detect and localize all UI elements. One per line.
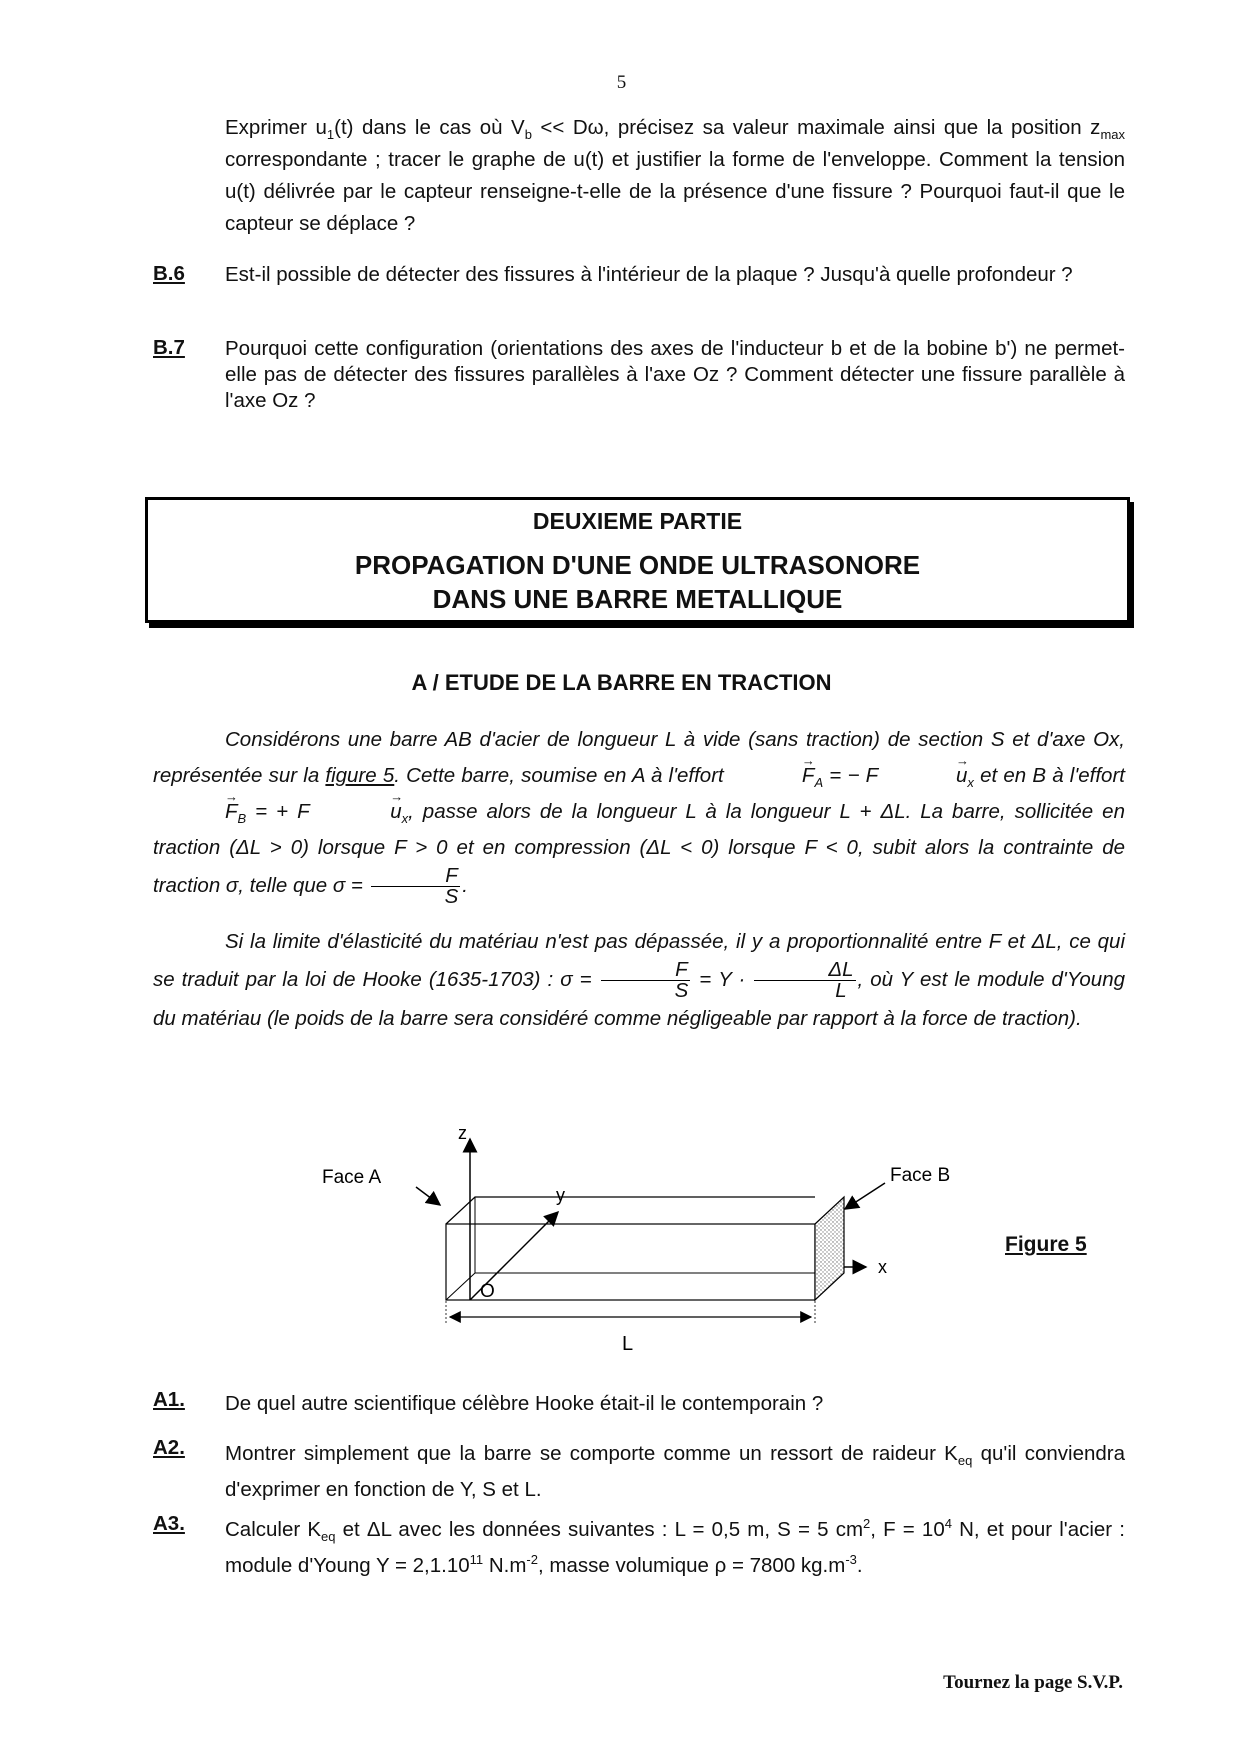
- face-b-surface: [815, 1197, 844, 1300]
- question-label-a2: A2.: [153, 1436, 185, 1459]
- question-label-a1: A1.: [153, 1388, 185, 1411]
- question-label-a3: A3.: [153, 1512, 185, 1535]
- x-axis-label: x: [878, 1257, 887, 1277]
- figure-label: Figure 5: [1005, 1233, 1087, 1256]
- figure-reference: figure 5: [325, 764, 395, 787]
- z-axis-label: z: [458, 1125, 467, 1143]
- question-a2: Montrer simplement que la barre se comporte comme un ressort de raideur $K_{eq}$ qu'il conviendra d'exprimer en fonction de Y, S et L.: [225, 1442, 1125, 1501]
- fraction-dl-over-l: $\frac{\Delta L}{L}$: [754, 960, 855, 1001]
- origin-label: O: [480, 1281, 495, 1302]
- face-b-label: Face B: [890, 1165, 951, 1186]
- question-a1: De quel autre scientifique célèbre Hooke était-il le contemporain ?: [225, 1392, 824, 1415]
- force-fb: → $F_B$ = + $F \to u_x$: [153, 800, 408, 823]
- footer-text: Tournez la page S.V.P.: [943, 1672, 1123, 1693]
- length-label: L: [622, 1333, 634, 1355]
- face-a-label: Face A: [322, 1167, 382, 1188]
- paragraph-2: Si la limite d'élasticité du matériau n'est pas dépassée, il y a proportionnalité entre F et ΔL, ce qui se traduit par la loi de Hooke (1635-1703) : σ = $\frac{F}{S}$ = Y · $\frac{\Delta L}{L}$ , où Y est le module d'Young du matériau (le poids de la barre sera considéré comme négligeable par rapport à la force de traction).: [153, 930, 1125, 1030]
- face-b-pointer: [845, 1183, 885, 1209]
- question-label-b6: B.6: [153, 262, 185, 285]
- force-fa: → $F_A$ = − $F \to u_x$: [730, 764, 974, 787]
- section-heading: A / ETUDE DE LA BARRE EN TRACTION: [411, 670, 832, 695]
- bar-front-face: [446, 1224, 815, 1300]
- fraction-f-over-s-2: $\frac{F}{S}$: [601, 960, 691, 1001]
- part-title: DEUXIEME PARTIE: [532, 508, 743, 534]
- intro-paragraph: Exprimer $u_1(t)$ dans le cas où $V_b << D\omega$, précisez sa valeur maximale ainsi que la position $z_{max}$ correspondante ; tracer le graphe de u(t) et justifier la forme de l'enveloppe. Comment la tension u(t) délivrée par le capteur renseigne-t-elle de la présence d'une fissure ? Pourquoi faut-il que le capteur se déplace ?: [225, 116, 1125, 235]
- y-axis-label: y: [556, 1185, 565, 1205]
- fraction-f-over-s: $\frac{F}{S}$: [371, 866, 461, 907]
- page-number: 5: [616, 72, 627, 93]
- part-title-box: [145, 497, 1130, 623]
- question-b7: Pourquoi cette configuration (orientations des axes de l'inducteur b et de la bobine b') ne permet-elle pas de détecter des fissures parallèles à l'axe Oz ? Comment détecter une fissure parallèle à l'axe Oz ?: [225, 337, 1125, 412]
- question-b6: Est-il possible de détecter des fissures à l'intérieur de la plaque ? Jusqu'à quelle profondeur ?: [225, 263, 1073, 286]
- face-a-pointer: [416, 1187, 440, 1205]
- part-subtitle-2: DANS UNE BARRE METALLIQUE: [432, 584, 843, 614]
- question-label-b7: B.7: [153, 336, 185, 359]
- part-subtitle-1: PROPAGATION D'UNE ONDE ULTRASONORE: [354, 550, 921, 580]
- paragraph-1: Considérons une barre AB d'acier de longueur L à vide (sans traction) de section S et d'axe Ox, représentée sur la figure 5. Cette barre, soumise en A à l'effort → $F_A$ = − $F \to u_x$ et en B à l'effort → $F_B$ = + $F \to u_x$, passe alors de la longueur L à la longueur L + ΔL. La barre, sollicitée en traction (ΔL > 0) lorsque F > 0 et en compression (ΔL < 0) lorsque F < 0, subit alors la contrainte de traction σ, telle que σ = $\frac{F}{S}$ .: [153, 722, 1125, 907]
- question-a3: Calculer $K_{eq}$ et ΔL avec les données suivantes : L = 0,5 m, S = 5 $cm^2$, $F = 10^4$ N, et pour l'acier : module d'Young $Y = 2,1.10^{11}$ $N.m^{-2}$, masse volumique ρ = 7800 $kg.m^{-3}$.: [225, 1516, 1125, 1577]
- figure-5-diagram: [300, 1125, 980, 1365]
